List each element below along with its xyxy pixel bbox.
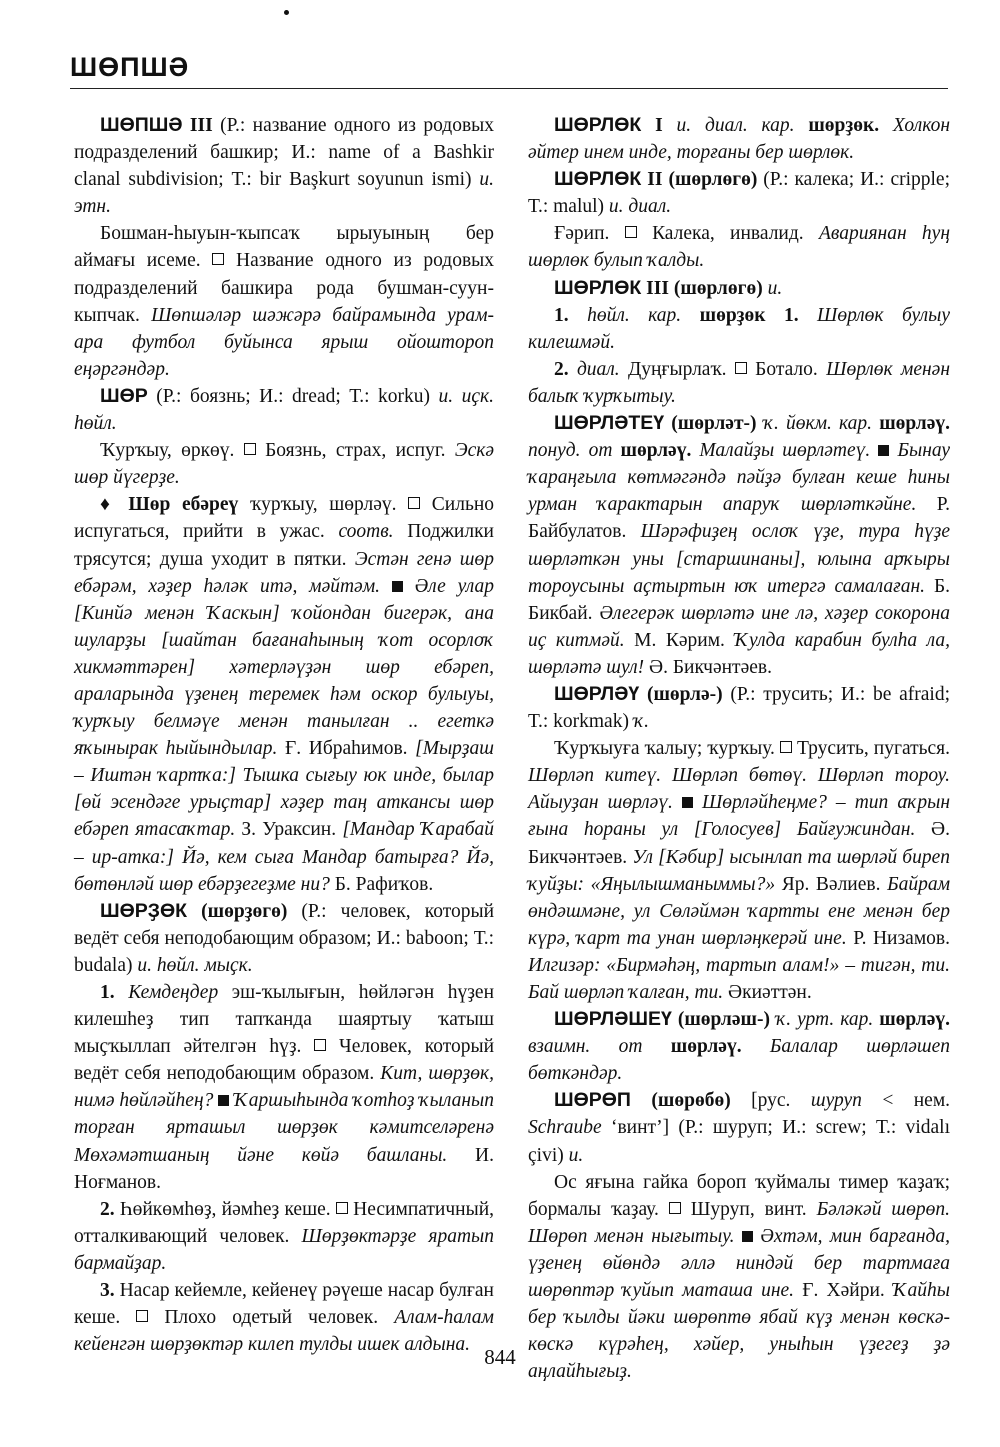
grammar-label: диал. bbox=[576, 358, 620, 380]
example: Эстән генә шөр ебәрәм, хәҙер һәләк итә, мәйтәм. bbox=[74, 548, 494, 597]
homonym-number: II bbox=[647, 169, 663, 191]
entry-shorlok-ii bbox=[528, 166, 950, 220]
citation-quote: Бынау ҡараңғыла көтмәгәндә пәйҙә булған кеше һины урман ҡарактарын апаруҡ шөрләткәйне. bbox=[528, 440, 951, 516]
citation-author: М. Кәрим. bbox=[634, 629, 725, 651]
grammar-label: взаимн. от bbox=[528, 1036, 643, 1058]
grammar-label: и. иҫк. һөйл. bbox=[74, 385, 495, 435]
cross-reference: шөрҙөк. bbox=[808, 115, 880, 136]
sense-number: 1. bbox=[554, 304, 569, 326]
homonym-number: III bbox=[189, 115, 213, 136]
citation-author: З. Ураксин. bbox=[241, 819, 337, 841]
headword: ШӨРЛӨК bbox=[554, 168, 642, 191]
headword: ШӨРҘӨК bbox=[100, 899, 188, 922]
headword: ШӨРЛӨК bbox=[554, 114, 642, 136]
sense-1 bbox=[528, 302, 950, 356]
example: Шөпшәләр шәжәрә байрамында урам-ара футбол буйынса ярыш ойоштороп еңәргәндәр. bbox=[74, 304, 495, 380]
citation-author: Б. Рафиҡов. bbox=[334, 873, 434, 895]
example: Шөрлөк менән балыҡ ҡурҡытыу. bbox=[528, 358, 950, 407]
idiom: Шөр ебәреү bbox=[128, 494, 239, 516]
example: Шөрләп китеү. Шөрләп бөтөү. Шөрләп тороу. Айыуҙан шөрләү. bbox=[528, 765, 950, 814]
black-square-marker bbox=[218, 1095, 229, 1106]
citation-author: Ә. Бикчәнтәев. bbox=[648, 656, 772, 678]
entry-shopshe-iii bbox=[74, 112, 494, 220]
sense-number: 2. bbox=[100, 1198, 115, 1220]
definition bbox=[74, 220, 494, 383]
grammar-label: и. этн. bbox=[74, 169, 495, 218]
sense-2 bbox=[74, 1196, 494, 1277]
square-marker bbox=[136, 1310, 148, 1322]
headword: ШӨПШӘ bbox=[100, 114, 183, 136]
example: Балалар шөрләшеп бөткәндәр. bbox=[528, 1036, 950, 1085]
sense-2 bbox=[528, 356, 950, 410]
citation-author: Р. Байбулатов. bbox=[528, 494, 950, 543]
grammar-label: ҡ. bbox=[633, 711, 649, 733]
entry-shor bbox=[74, 383, 494, 437]
citation-quote: Ҡайһы бер ҡылды йәки шөрөптө ябай күҙ менән көскә-көскә күрәһең, хәйер, уныһын үҙегеҙ ҙә аңлайһығыҙ. bbox=[528, 1280, 951, 1383]
russian-definition: Несимпатичный, отталкивающий человек. bbox=[74, 1198, 495, 1247]
entry-shorop bbox=[528, 1087, 950, 1168]
sense-text: эш-ҡылығын, һөйләгән һүҙен килешһеҙ тип тапҡанда шаяртыу ҡатыш мыҫҡыллап әйтелгән һүҙ. bbox=[74, 982, 495, 1058]
stray-dot bbox=[284, 10, 289, 15]
grammar-label: ҡ. йөкм. кар. bbox=[763, 413, 873, 435]
citation-quote: Ул [Кәбир] ысынлап та шөрләй биреп ҡуйҙы: «Яңылышманыммы?» bbox=[528, 846, 950, 895]
example: Шөрҙөктәрҙе яратып бармайҙар. bbox=[74, 1225, 494, 1274]
citation-quote: Шөрләйһеңме? – тип аҡрын ғына һораны ул [Голосуев] Байғужиндан. bbox=[528, 792, 950, 841]
definition bbox=[528, 735, 950, 1006]
idiom-block bbox=[74, 491, 494, 897]
citation-quote: Әлегерәк шөрләтә ине лә, хәҙер сокорона иҫ китмәй. bbox=[528, 602, 951, 651]
cross-reference: шөрләү. bbox=[879, 1009, 951, 1031]
entry-shorlasheu bbox=[528, 1006, 950, 1087]
citation-quote: Илгизәр: «Бирмәһәң, тартып алам!» – тигән, ти. Бай шөрләп ҡалған, ти. bbox=[528, 954, 950, 1003]
definition-text: Ос яғына гайка бороп ҡуймалы тимер ҡаҙаҡ; бормалы ҡаҙау. bbox=[528, 1171, 950, 1220]
definition-text: Ҡурҡыу, өркөү. bbox=[100, 440, 235, 462]
example: Бәләкәй шөрөп. Шөрөп менән нығытыу. bbox=[528, 1198, 951, 1247]
translations: (Р.: человек, который ведёт себя неподобающим образом; И.: baboon; Т.: budala) bbox=[74, 900, 495, 976]
example-lead: Кемдеңдер bbox=[128, 982, 219, 1003]
translations: (Р.: шуруп; И.: screw; Т.: vidalı çivi) bbox=[528, 1117, 951, 1166]
left-column bbox=[74, 112, 494, 1358]
russian-definition: Ботало. bbox=[755, 358, 818, 380]
citation-quote: Әле улар [Кинйә менән Ҡаскын] ҡойондан бигерәк, ана шуларҙы [шайтан бағанаһының ҡот осорлоҡ хикмәттәрен] хәтерләүҙән шөр ебәреп, араларында үҙенең теремек һәм оскор булыуы, ҡурҡыу белмәүе менән танылған .. егеткә яҡынырак һыйындылар. bbox=[74, 575, 494, 760]
example: Холкон әйтер инем инде, торғаны бер шөрлөк. bbox=[528, 115, 950, 164]
citation-author: Б. Бикбай. bbox=[528, 575, 951, 624]
sense-text: Насар кейемле, кейенеү рәүеше насар булған кеше. bbox=[74, 1280, 494, 1329]
sense-number: 2. bbox=[554, 358, 569, 380]
entry-shorzok bbox=[74, 898, 494, 979]
idiom-russian: Сильно испугаться, прийти в ужас. bbox=[74, 494, 495, 543]
citation-author: Әкиәттән. bbox=[728, 982, 812, 1003]
entry-shorlateu bbox=[528, 410, 950, 681]
page-number: 844 bbox=[484, 1345, 516, 1369]
citation-quote: Байрам өндәшмәне, ул Сөләймән ҡартты ене менән бер күрә, ҡарт та унан шөрләңкерәй ине. bbox=[528, 873, 951, 949]
entry-shorlok-iii bbox=[528, 275, 950, 302]
translations: (Р.: калека; И.: cripple; Т.: malul) bbox=[528, 169, 951, 218]
grammar-label: и. bbox=[767, 277, 783, 299]
citation-author: Ә. Бикчәнтәев. bbox=[528, 819, 951, 868]
russian-definition: Боязнь, страх, испуг. bbox=[265, 440, 446, 462]
citation-author: Яр. Вәлиев. bbox=[781, 873, 881, 895]
homonym-number: III bbox=[646, 277, 669, 299]
citation-quote: [Мырҙаш – Иштән ҡартҡа:] Тышка сығыу юк инде, былар [өй эсендәге урыҫтар] хәҙер таң атканcы шөр ебәреп ятасаҡтар. bbox=[74, 738, 494, 841]
citation-quote: Шәрәфиҙең ослоҡ үҙе, тура һүҙе шөрләткән уны [старшинаны], юлына арҡыры тороусыны аҫтыртын юҡ итергә самалаған. bbox=[528, 521, 950, 597]
grammar-label: и. диал. кар. bbox=[676, 115, 795, 136]
square-marker bbox=[336, 1202, 348, 1214]
translations: (Р.: боязнь; И.: dread; Т.: korku) bbox=[156, 385, 430, 407]
diamond-icon: ♦ bbox=[100, 494, 117, 516]
headword-form: (шөрлөгө) bbox=[668, 169, 758, 191]
translations: (Р.: название одного из родовых подразделений башкир; И.: name of a Bashkir clanal subdivision; Т.: bir Başkurt soyunun ismi) bbox=[74, 115, 495, 191]
example: Малайҙы шөрләтеү. bbox=[699, 440, 871, 462]
citation-quote: [Мандар Ҡарабай – ир-атка:] Йә, кем сыға Мандар батырға? Йә, бөтөнләй шөр ебәрҙегеҙме ни? bbox=[74, 819, 495, 895]
black-square-marker bbox=[742, 1231, 753, 1242]
citation-author: Ғ. Хәйри. bbox=[802, 1280, 885, 1302]
russian-definition: Шуруп, винт. bbox=[690, 1198, 807, 1220]
square-marker bbox=[669, 1202, 681, 1214]
headword: ШӨР bbox=[100, 384, 148, 407]
grammar-label: һөйл. кар. bbox=[587, 304, 682, 326]
definition bbox=[528, 220, 950, 274]
example: Шөрлөк булыу килешмәй. bbox=[528, 304, 951, 353]
square-marker bbox=[780, 741, 792, 753]
headword: ШӨРЛӨК bbox=[554, 276, 642, 299]
definition-text: Ҡурҡыуға ҡалыу; ҡурҡыу. bbox=[554, 738, 775, 760]
grammar-label: понуд. от bbox=[528, 440, 613, 462]
headword: ШӨРЛӘТЕҮ bbox=[554, 412, 665, 435]
sense-1 bbox=[74, 979, 494, 1196]
entry-shorlau bbox=[528, 681, 950, 735]
example: Эскә шөр йүгерҙе. bbox=[74, 440, 495, 489]
black-square-marker bbox=[392, 581, 403, 592]
entry-shorlok-i bbox=[528, 112, 950, 166]
etymology: < нем. bbox=[882, 1090, 951, 1112]
sense-number: 1. bbox=[100, 982, 115, 1003]
citation-author: Р. Низамов. bbox=[853, 927, 950, 949]
russian-definition: Трусить, пугаться. bbox=[796, 738, 951, 760]
cross-reference: шөрләү. bbox=[620, 440, 692, 462]
grammar-label: ҡ. урт. кар. bbox=[775, 1009, 874, 1031]
headword-form: (шөрләш-) bbox=[677, 1009, 770, 1031]
headword-form: (шөрөбө) bbox=[651, 1090, 731, 1112]
example: Алам-һалам кейенгән шөрҙөктәр килеп тулды ишек алдына. bbox=[74, 1307, 494, 1356]
definition bbox=[74, 437, 494, 491]
black-square-marker bbox=[878, 445, 889, 456]
headword-form: (шөрләт-) bbox=[671, 413, 757, 435]
running-head: ШӨПШӘ bbox=[70, 52, 190, 82]
headword: ШӨРЛӘҮ bbox=[554, 682, 640, 705]
cross-reference: шөрләү. bbox=[879, 413, 950, 435]
sense-text: Һөйкөмһөҙ, йәмһеҙ кеше. bbox=[119, 1198, 331, 1220]
russian-definition: Название одного из родовых подразделений башкира рода бушман-суун-кыпчак. bbox=[74, 250, 495, 326]
citation-quote: Ҡулда карабин булһа ла, шөрләтә шул! bbox=[528, 629, 951, 678]
right-column bbox=[528, 112, 950, 1385]
etymology-word: шуруп bbox=[810, 1090, 862, 1112]
etymology: ‘винт’] bbox=[610, 1117, 670, 1139]
etymology-word: Schraube bbox=[528, 1117, 602, 1139]
grammar-label: и. bbox=[568, 1144, 584, 1166]
headword: ШӨРЛӘШЕҮ bbox=[554, 1008, 672, 1031]
idiom-definition: ҡурҡыу, шөрләү. bbox=[249, 494, 397, 516]
cross-reference: шөрләү. bbox=[670, 1036, 742, 1058]
russian-definition: Человек, который ведёт себя неподобающим образом. bbox=[74, 1036, 495, 1085]
grammar-label: и. һөйл. мыҫк. bbox=[137, 954, 253, 976]
square-marker bbox=[244, 443, 256, 455]
square-marker bbox=[212, 253, 224, 265]
sense-number: 3. bbox=[100, 1280, 115, 1302]
square-marker bbox=[314, 1039, 326, 1051]
definition-text: Бошман-һыуын-ҡыпсаҡ ырыуының бер аймағы исеме. bbox=[74, 223, 494, 272]
example: Кит, шөрҙөк, нимә һөйләйһең? bbox=[74, 1063, 494, 1112]
citation-author: Ғ. Ибраһимов. bbox=[285, 738, 408, 760]
definition-text: Дуңғырлаҡ. bbox=[628, 358, 727, 380]
cross-reference: шөрҙөк 1. bbox=[699, 304, 799, 326]
etymology: [рус. bbox=[751, 1090, 791, 1112]
grammar-label: и. диал. bbox=[608, 196, 672, 218]
idiom-russian-equivalent: Поджилки трясутся; душа уходит в пятки. bbox=[74, 521, 494, 570]
square-marker bbox=[408, 497, 420, 509]
headword-form: (шөрлөгө) bbox=[673, 277, 763, 299]
russian-definition: Калека, инвалид. bbox=[652, 223, 804, 245]
translations: (Р.: трусить; И.: be afraid; Т.: korkmak) bbox=[528, 683, 950, 733]
citation-quote: Ҡаршыһында ҡотһоҙ ҡыланып торған ярташыл шөрҙөк кәмитселәренә Мөхәмәтшаның йәне көйә башланы. bbox=[74, 1090, 495, 1166]
square-marker bbox=[625, 226, 637, 238]
citation-quote: Әхтәм, мин барғанда, үҙенең өйөндә әллә ниндәй бер тартмаға шөрөптәр ҡуйып маташа ине. bbox=[528, 1225, 951, 1302]
headword-form: (шөрҙөгө) bbox=[201, 900, 288, 922]
citation-author: И. Ноғманов. bbox=[74, 1144, 495, 1193]
definition-text: Ғәрип. bbox=[554, 223, 610, 245]
headword: ШӨРӨП bbox=[554, 1089, 631, 1112]
headword-form: (шөрлә-) bbox=[646, 683, 723, 705]
black-square-marker bbox=[682, 797, 693, 808]
homonym-number: I bbox=[655, 115, 663, 136]
soot-label: соотв. bbox=[338, 521, 394, 543]
example: Авариянан һуң шөрлөк булып ҡалды. bbox=[528, 223, 951, 272]
russian-definition: Плохо одетый человек. bbox=[164, 1307, 379, 1329]
square-marker bbox=[735, 362, 747, 374]
header-rule bbox=[70, 88, 948, 89]
